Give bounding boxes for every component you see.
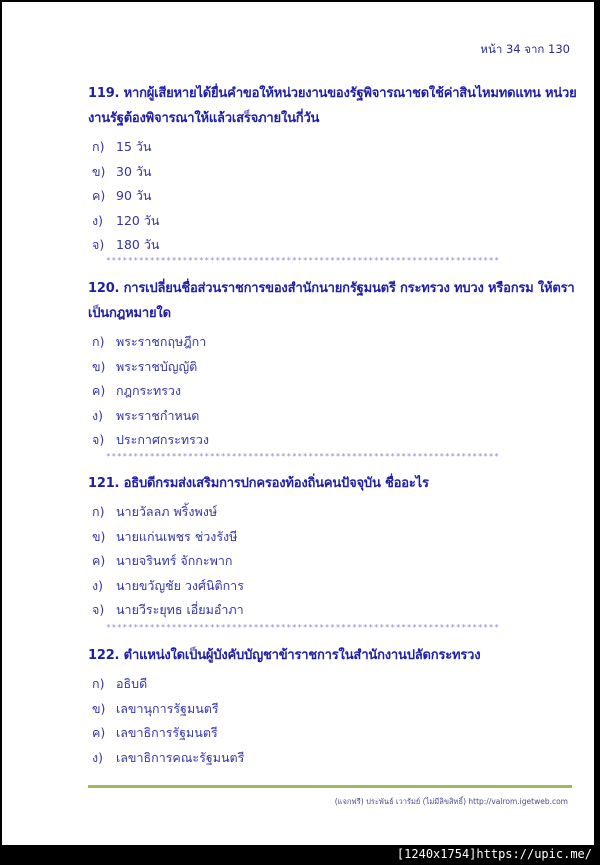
separator-line: ************************************************************************	[106, 257, 500, 265]
option-item	[88, 379, 578, 404]
option-key: จ)	[92, 432, 105, 447]
option-key: ก)	[92, 676, 105, 691]
option-key: ง)	[92, 407, 103, 423]
option-label: นายจรินทร์ จักกะพาก	[116, 553, 233, 568]
option-label: เลขาธิการรัฐมนตรี	[116, 725, 218, 740]
option-item	[88, 355, 578, 380]
option-label: เลขาธิการคณะรัฐมนตรี	[116, 749, 245, 765]
option-key: ข)	[92, 163, 106, 179]
option-key: ค)	[92, 725, 106, 740]
question-text: 119. หากผู้เสียหายได้ยื่นคำขอให้หน่วยงานของรัฐพิจารณาชดใช้ค่าสินไหมทดแทน หน่วยงานรัฐต้องพิจารณาให้แล้วเสร็จภายในกี่วัน	[88, 86, 577, 126]
question-119	[88, 81, 578, 258]
question-text: 122. ตำแหน่งใดเป็นผู้บังคับบัญชาข้าราชการในสำนักงานปลัดกระทรวง	[88, 648, 481, 663]
option-item	[88, 330, 578, 355]
option-key: ข)	[92, 358, 106, 374]
option-item	[88, 721, 578, 746]
option-label: 15 วัน	[116, 139, 152, 154]
option-list	[88, 672, 578, 770]
footer-credit: (แจกฟรี) ประพันธ์ เวารัมย์ (ไม่มีลิขสิทธิ์) http://valrom.igetweb.com	[334, 797, 568, 806]
option-key: ค)	[92, 188, 106, 203]
option-key: ข)	[92, 700, 106, 716]
option-key: ง)	[92, 749, 103, 765]
option-label: พระราชกฤษฎีกา	[116, 334, 207, 349]
option-item	[88, 233, 578, 258]
separator-line: ************************************************************************	[106, 453, 500, 461]
option-label: ประกาศกระทรวง	[116, 432, 209, 447]
option-label: อธิบดี	[116, 676, 148, 691]
option-item	[88, 160, 578, 185]
question-text: 121. อธิบดีกรมส่งเสริมการปกครองท้องถิ่นคนปัจจุบัน ชื่ออะไร	[88, 476, 429, 491]
option-item	[88, 574, 578, 599]
option-label: 90 วัน	[116, 188, 152, 203]
option-item	[88, 135, 578, 160]
option-key: ก)	[92, 504, 105, 519]
question-121	[88, 471, 578, 623]
option-item	[88, 598, 578, 623]
option-item	[88, 672, 578, 697]
option-label: 180 วัน	[116, 237, 160, 252]
option-key: จ)	[92, 602, 105, 617]
option-label: นายขวัญชัย วงศ์นิติการ	[116, 577, 244, 593]
question-122	[88, 643, 578, 770]
option-item	[88, 549, 578, 574]
option-label: 30 วัน	[116, 163, 152, 179]
option-item	[88, 428, 578, 453]
option-item	[88, 525, 578, 550]
image-caption-bar	[0, 845, 600, 865]
option-key: ก)	[92, 139, 105, 154]
separator-line: ************************************************************************	[106, 624, 500, 632]
footer-divider	[88, 785, 572, 788]
option-label: พระราชกำหนด	[116, 407, 200, 423]
question-120	[88, 276, 578, 453]
option-label: พระราชบัญญัติ	[116, 358, 198, 374]
option-list	[88, 500, 578, 623]
option-label: 120 วัน	[116, 212, 160, 228]
option-label: นายแก่นเพชร ช่วงรังษี	[116, 528, 238, 544]
option-key: ก)	[92, 334, 105, 349]
page-number: หน้า 34 จาก 130	[480, 42, 570, 56]
option-label: กฎกระทรวง	[116, 383, 182, 398]
option-label: เลขานุการรัฐมนตรี	[116, 700, 219, 716]
option-item	[88, 746, 578, 771]
option-key: ง)	[92, 577, 103, 593]
option-list	[88, 330, 578, 453]
option-key: ค)	[92, 553, 106, 568]
option-item	[88, 184, 578, 209]
image-caption: [1240x1754]https://upic.me/	[396, 847, 592, 861]
option-item	[88, 209, 578, 234]
option-list	[88, 135, 578, 258]
option-item	[88, 404, 578, 429]
option-label: นายวัลลภ พริ้งพงษ์	[116, 504, 218, 519]
option-item	[88, 697, 578, 722]
question-text: 120. การเปลี่ยนชื่อส่วนราชการของสำนักนายกรัฐมนตรี กระทรวง ทบวง หรือกรม ให้ตราเป็นกฎหมายใด	[88, 281, 575, 321]
option-item	[88, 500, 578, 525]
option-key: ค)	[92, 383, 106, 398]
option-label: นายวีระยุทธ เอี่ยมอำภา	[116, 602, 244, 617]
option-key: ง)	[92, 212, 103, 228]
option-key: จ)	[92, 237, 105, 252]
option-key: ข)	[92, 528, 106, 544]
document-page	[2, 2, 594, 845]
